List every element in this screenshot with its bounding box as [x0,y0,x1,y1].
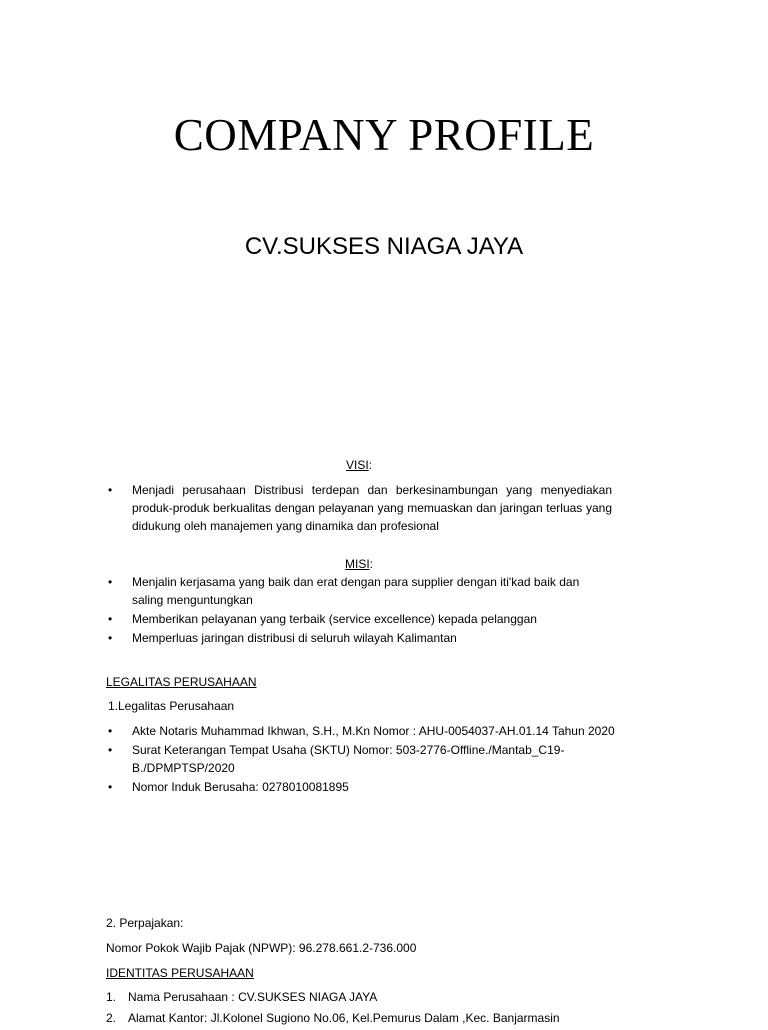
legalitas-subheading: 1.Legalitas Perusahaan [108,699,235,713]
identitas-item-number: 1. [106,990,117,1004]
identitas-item [106,988,626,1006]
visi-item: • Menjadi perusahaan Distribusi terdepan dan berkesinambungan yang menyediakan produk-produk berkualitas dengan pelayanan yang memuaskan dan jaringan terluas yang didukung oleh manajemen yang dinamika dan profesional [104,481,612,535]
visi-heading-colon: : [368,458,373,472]
misi-list [104,573,612,648]
visi-heading [0,456,718,474]
visi-list [104,481,612,536]
identitas-item [106,1009,626,1027]
legalitas-item: • Nomor Induk Berusaha: 0278010081895 [104,778,624,796]
misi-item: • Memperluas jaringan distribusi di seluruh wilayah Kalimantan [104,629,612,647]
identitas-item-number: 2. [106,1011,117,1025]
legalitas-item: • Surat Keterangan Tempat Usaha (SKTU) Nomor: 503-2776-Offline./Mantab_C19-B./DPMPTSP/2020 [104,741,624,777]
misi-item: • Memberikan pelayanan yang terbaik (service excellence) kepada pelanggan [104,610,612,628]
misi-item: • Menjalin kerjasama yang baik dan erat dengan para supplier dengan iti'kad baik dan saling menguntungkan [104,573,612,609]
legalitas-heading: LEGALITAS PERUSAHAAN [106,675,257,689]
perpajakan-heading: 2. Perpajakan: [106,916,184,930]
identitas-item-text: Nama Perusahaan : CV.SUKSES NIAGA JAYA [128,990,378,1004]
visi-heading-label: VISI [345,458,369,472]
document-title: COMPANY PROFILE [173,110,595,160]
misi-heading [0,555,718,573]
identitas-heading: IDENTITAS PERUSAHAAN [106,966,254,980]
company-name: CV.SUKSES NIAGA JAYA [244,233,524,260]
identitas-item-text: Alamat Kantor: Jl.Kolonel Sugiono No.06, Kel.Pemurus Dalam ,Kec. Banjarmasin [128,1011,560,1025]
legalitas-list [104,722,624,797]
npwp-line: Nomor Pokok Wajib Pajak (NPWP): 96.278.661.2-736.000 [106,941,417,955]
misi-heading-label: MISI [344,557,370,571]
legalitas-item: • Akte Notaris Muhammad Ikhwan, S.H., M.Kn Nomor : AHU-0054037-AH.01.14 Tahun 2020 [104,722,624,740]
misi-heading-colon: : [369,557,373,571]
